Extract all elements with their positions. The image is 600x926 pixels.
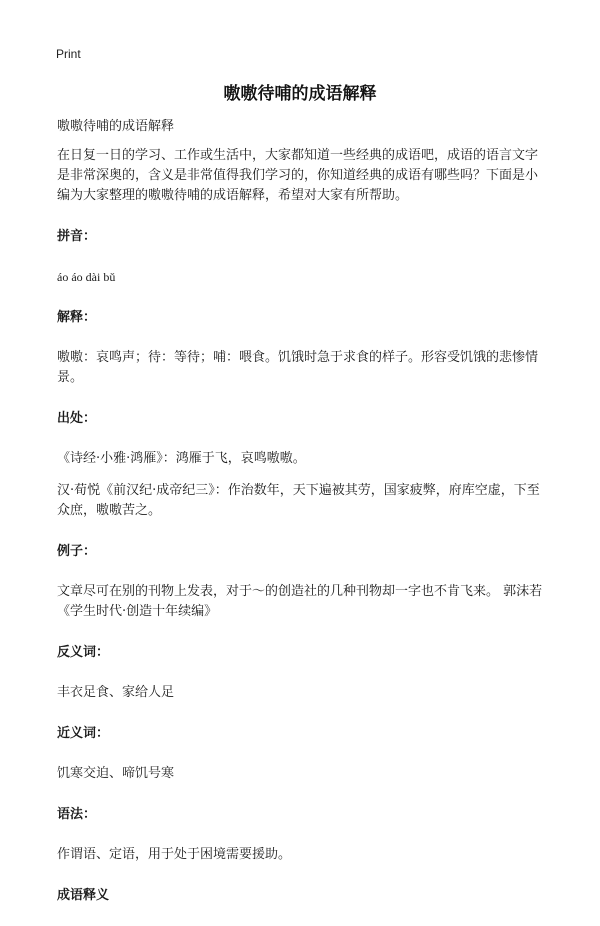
explanation-text: 嗷嗷：哀鸣声；待：等待；哺：喂食。饥饿时急于求食的样子。形容受饥饿的悲惨情景。 [57,350,539,385]
print-link[interactable]: Print [56,47,81,61]
grammar-heading: 语法： [57,807,97,822]
antonym-heading: 反义词： [57,645,110,660]
pinyin-heading: 拼音： [57,229,97,244]
explanation-heading: 解释： [57,310,97,325]
source-heading: 出处： [57,411,97,426]
idiom-meaning-heading: 成语释义 [57,888,110,903]
source-text-1: 《诗经·小雅·鸿雁》：鸿雁于飞，哀鸣嗷嗷。 [57,451,306,466]
antonym-text: 丰衣足食、家给人足 [57,685,175,700]
synonym-heading: 近义词： [57,726,110,741]
synonym-text: 饥寒交迫、啼饥号寒 [57,766,175,781]
source-text-2: 汉·荀悦《前汉纪·成帝纪三》：作治数年，天下遍被其劳，国家疲弊，府库空虚，下至众庶，嗷嗷苦之。 [57,483,540,518]
intro-paragraph: 在日复一日的学习、工作或生活中，大家都知道一些经典的成语吧，成语的语言文字是非常深奥的，含义是非常值得我们学习的，你知道经典的成语有哪些吗？下面是小编为大家整理的嗷嗷待哺的成语解释，希望对大家有所帮助。 [57,148,539,203]
example-text: 文章尽可在别的刊物上发表，对于～的创造社的几种刊物却一字也不肯飞来。 郭沫若《学生时代·创造十年续编》 [57,584,543,619]
grammar-text: 作谓语、定语，用于处于困境需要援助。 [57,847,292,862]
pinyin-text: áo áo dài bǔ [57,270,116,284]
page-title: 嗷嗷待哺的成语解释 [223,84,377,104]
article-body [57,117,547,926]
example-heading: 例子： [57,544,97,559]
article-subtitle: 嗷嗷待哺的成语解释 [57,119,175,134]
